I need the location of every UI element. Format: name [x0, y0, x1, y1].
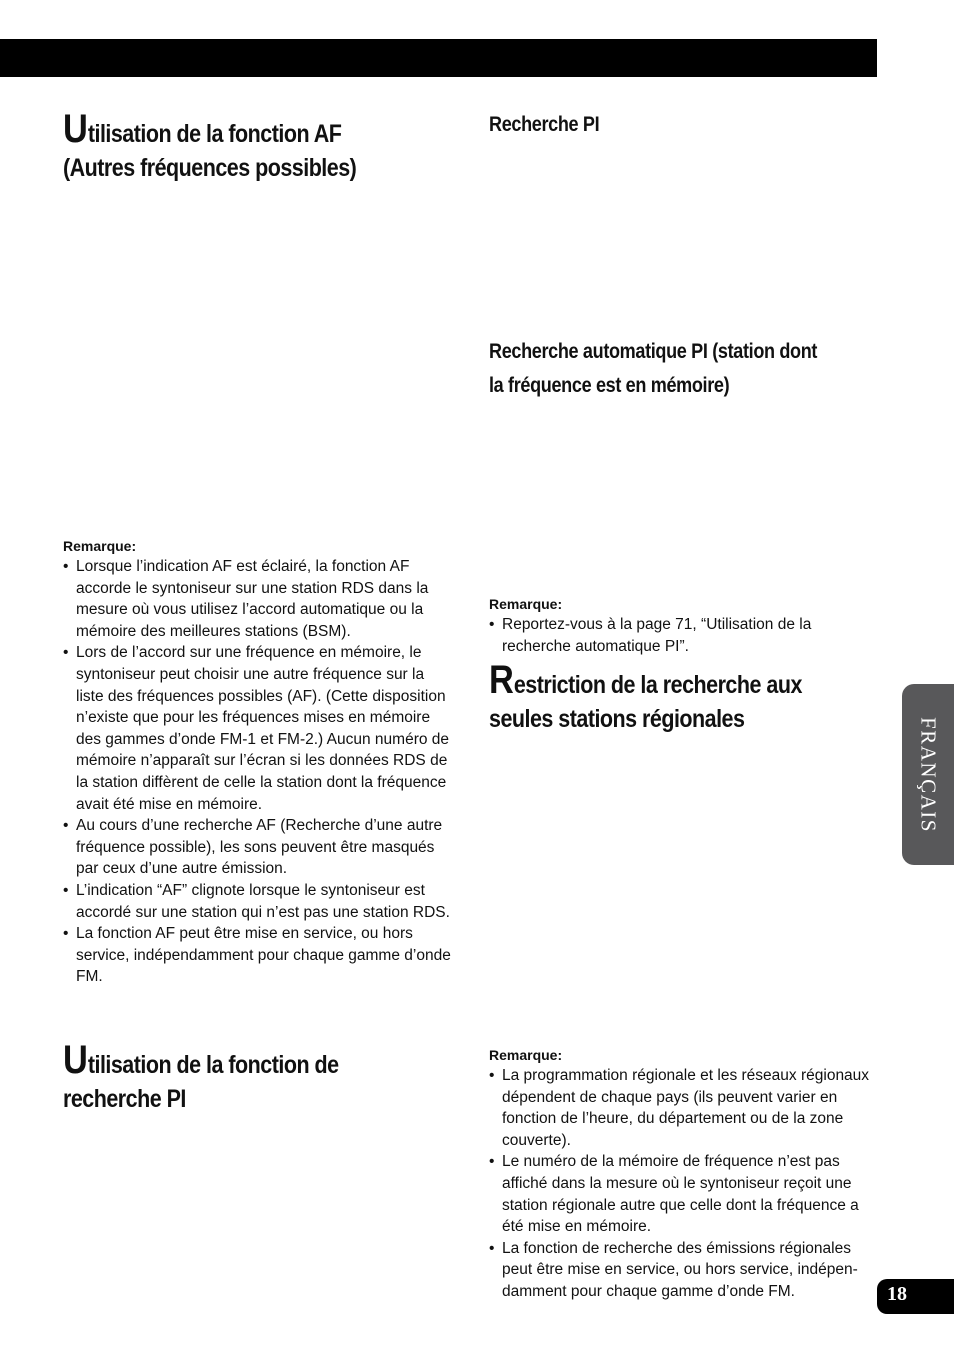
note-item: • La fonction de recherche des émissions régionales peut être mise en service, ou hors service, indépendamment pour chaque gamme d’onde FM.	[489, 1238, 879, 1303]
note-pi	[489, 594, 879, 657]
section-heading-af	[63, 107, 357, 185]
header-bar	[0, 39, 877, 77]
note-item: • Lors de l’accord sur une fréquence en mémoire, le syntoniseur peut choisir une autre fréquence sur la liste des fréquences possibles (AF). (Cette disposition n’existe que pour les fréquences mises en mémoire des gammes d’onde FM-1 et FM-2.) Aucun numéro de mémoire n’apparaît sur l’écran si les données RDS de la station diffèrent de celle la station dont la fréquence avait été mise en mémoire.	[63, 642, 451, 815]
subheading-line: Recherche automatique PI (station dont	[489, 340, 818, 363]
note-item: • Reportez-vous à la page 71, “Utilisation de la recherche automatique PI”.	[489, 614, 879, 657]
heading-text: recherche PI	[63, 1085, 186, 1113]
subheading-recherche-auto-pi	[489, 335, 817, 403]
note-title: Remarque:	[489, 1047, 563, 1063]
section-heading-pi	[63, 1038, 339, 1116]
heading-text: tilisation de la fonction AF	[87, 120, 342, 148]
note-title: Remarque:	[489, 596, 563, 612]
note-item: • Au cours d’une recherche AF (Recherche d’une autre fréquence possible), les sons peuvent être masqués par ceux d’une autre émission.	[63, 815, 451, 880]
heading-text: (Autres fréquences possibles)	[63, 154, 357, 182]
heading-initial: U	[63, 1038, 88, 1082]
note-list	[63, 556, 451, 988]
heading-text: tilisation de la fonction de	[87, 1051, 339, 1079]
note-item: • La programmation régionale et les réseaux régionaux dépendent de chaque pays (ils peuvent varier en fonction de l’heure, du département ou de la zone couverte).	[489, 1065, 879, 1151]
heading-initial: U	[63, 107, 88, 151]
note-item: • L’indication “AF” clignote lorsque le syntoniseur est accordé sur une station qui n’est pas une station RDS.	[63, 880, 451, 923]
note-list	[489, 614, 879, 657]
note-title: Remarque:	[63, 538, 137, 554]
subheading-recherche-pi: Recherche PI	[489, 113, 600, 136]
note-af	[63, 536, 451, 988]
heading-text: estriction de la recherche aux	[513, 671, 802, 699]
heading-text: seules stations régionales	[489, 705, 745, 733]
page-number-badge	[877, 1279, 954, 1314]
heading-initial: R	[489, 658, 514, 702]
page-number: 18	[887, 1283, 907, 1305]
language-label: FRANÇAIS	[916, 716, 941, 833]
subheading-line: la fréquence est en mémoire)	[489, 374, 730, 397]
note-item: • Le numéro de la mémoire de fréquence n’est pas affiché dans la mesure où le syntoniseur reçoit une station régionale autre que celle dont la fréquence a été mise en mémoire.	[489, 1151, 879, 1237]
note-regional	[489, 1045, 879, 1303]
note-list	[489, 1065, 879, 1303]
language-tab	[902, 684, 954, 865]
section-heading-regional	[489, 658, 802, 736]
note-item: • La fonction AF peut être mise en service, ou hors service, indépendamment pour chaque gamme d’onde FM.	[63, 923, 451, 988]
note-item: • Lorsque l’indication AF est éclairé, la fonction AF accorde le syntoniseur sur une station RDS dans la mesure où vous utilisez l’accord automatique ou la mémoire des meilleures stations (BSM).	[63, 556, 451, 642]
